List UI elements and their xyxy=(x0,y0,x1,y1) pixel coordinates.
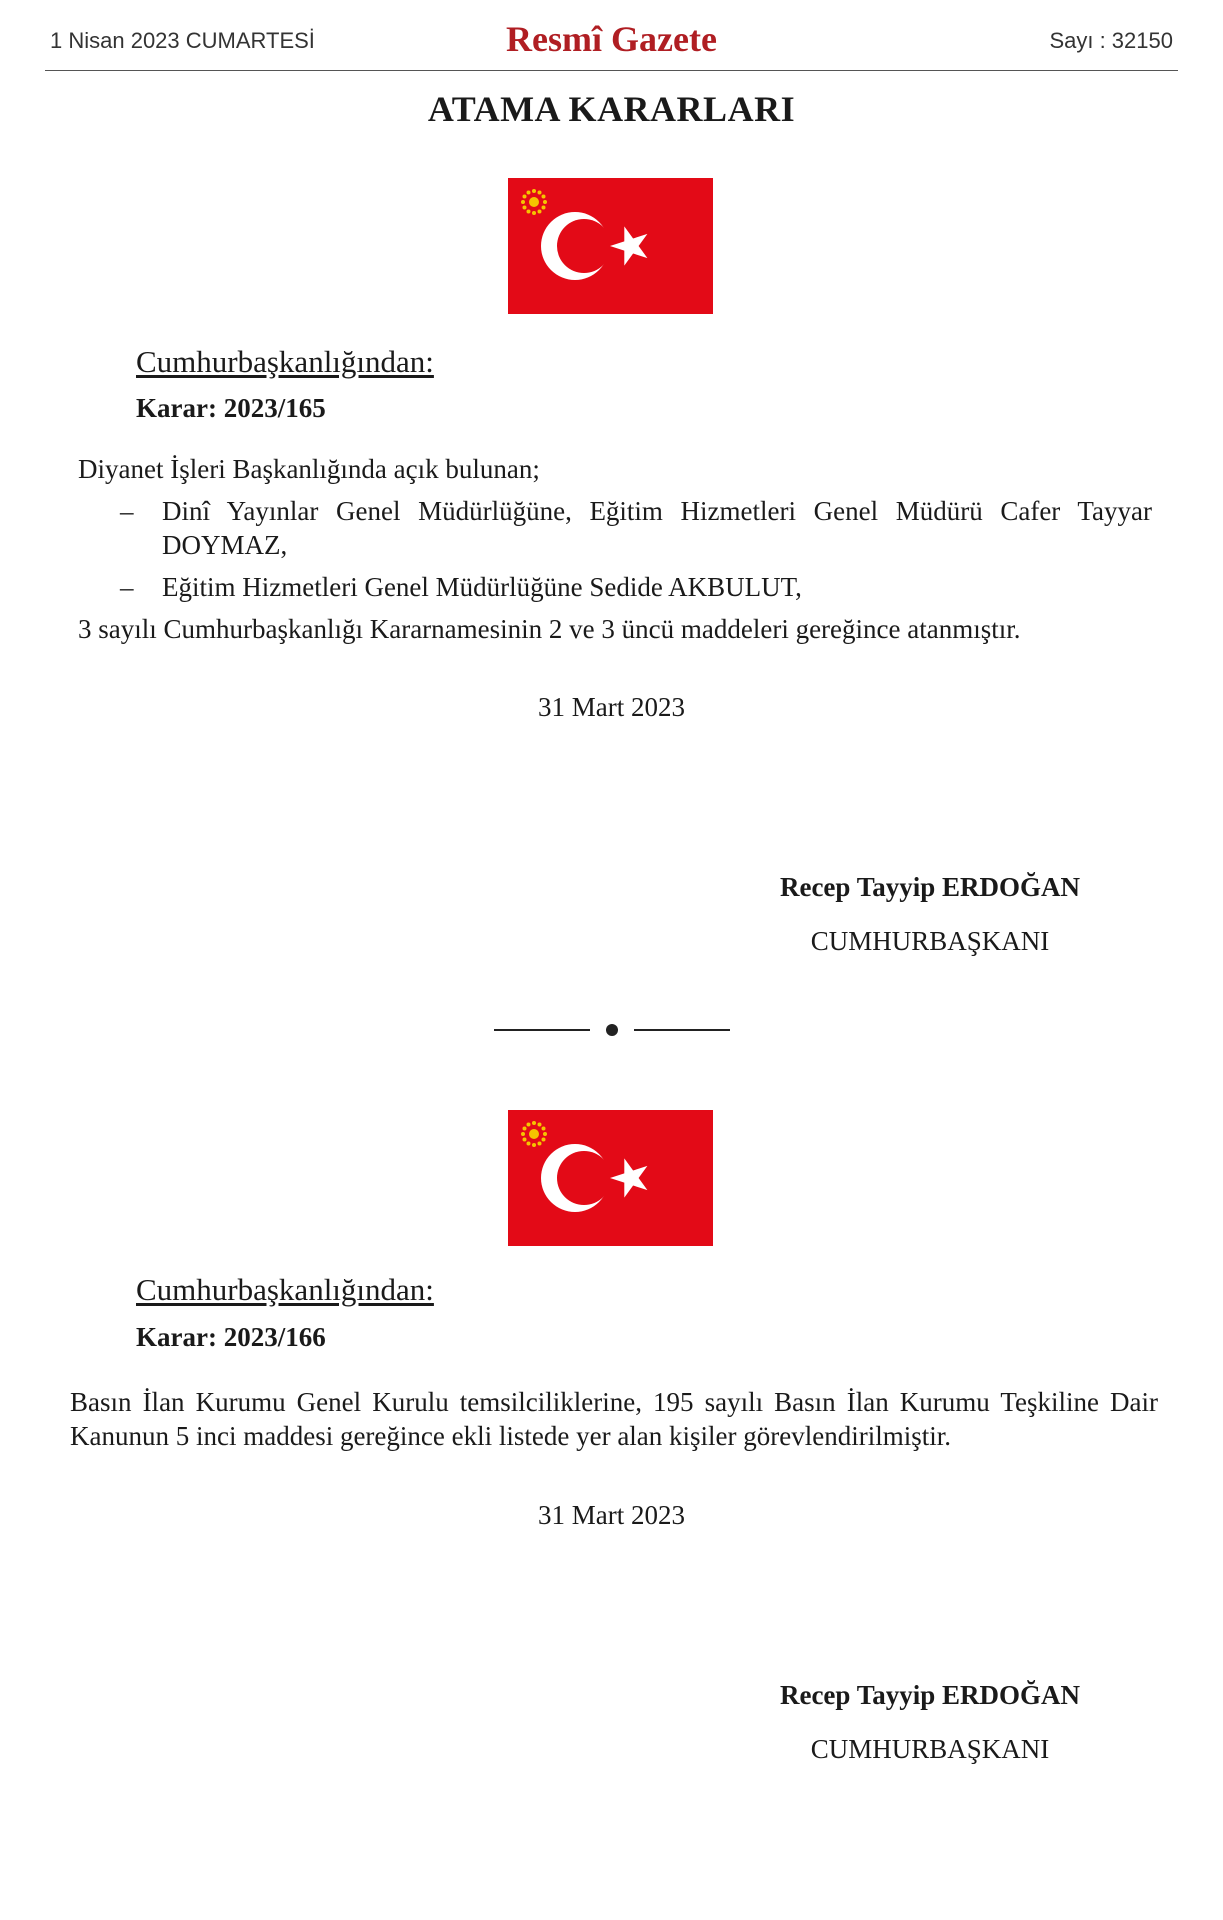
masthead xyxy=(45,18,1178,71)
decision-date: 31 Mart 2023 xyxy=(538,692,685,722)
divider-dot xyxy=(606,1024,618,1036)
decision-date: 31 Mart 2023 xyxy=(538,1500,685,1530)
gazette-title: Resmî Gazete xyxy=(506,19,717,59)
issue-number: Sayı : 32150 xyxy=(1049,28,1173,53)
list-item xyxy=(120,570,1152,604)
decision-outro: 3 sayılı Cumhurbaşkanlığı Kararnamesinin 2 ve 3 üncü maddeleri gereğince atanmıştır. xyxy=(78,614,1021,644)
decision-number: Karar: 2023/166 xyxy=(136,1322,326,1352)
decision-number: Karar: 2023/165 xyxy=(136,393,326,423)
bullet-dash: – xyxy=(120,496,134,526)
list-item xyxy=(120,494,1152,562)
signatory-name: Recep Tayyip ERDOĞAN xyxy=(779,1680,1081,1710)
issue-date: 1 Nisan 2023 CUMARTESİ xyxy=(50,28,315,53)
signatory-title: CUMHURBAŞKANI xyxy=(810,926,1050,956)
list-item-text: Dinî Yayınlar Genel Müdürlüğüne, Eğitim Hizmetleri Genel Müdürü Cafer Tayyar DOYMAZ, xyxy=(162,496,1152,560)
divider-line xyxy=(634,1029,730,1031)
decision-authority: Cumhurbaşkanlığından: xyxy=(136,1272,434,1307)
presidential-flag-icon xyxy=(508,1110,713,1246)
section-divider xyxy=(494,1020,730,1040)
divider-line xyxy=(494,1029,590,1031)
signatory-title: CUMHURBAŞKANI xyxy=(810,1734,1050,1764)
bullet-dash: – xyxy=(120,572,134,602)
decision-authority: Cumhurbaşkanlığından: xyxy=(136,344,434,379)
decision-body: Basın İlan Kurumu Genel Kurulu temsilciliklerine, 195 sayılı Basın İlan Kurumu Teşkiline Dair Kanunun 5 inci maddesi gereğince ekli listede yer alan kişiler görevlendirilmiştir. xyxy=(70,1387,1158,1451)
presidential-flag-icon xyxy=(508,178,713,314)
document-title: ATAMA KARARLARI xyxy=(427,89,796,129)
signatory-name: Recep Tayyip ERDOĞAN xyxy=(779,872,1081,902)
list-item-text: Eğitim Hizmetleri Genel Müdürlüğüne Sedide AKBULUT, xyxy=(162,572,802,602)
decision-intro: Diyanet İşleri Başkanlığında açık bulunan; xyxy=(78,454,540,484)
